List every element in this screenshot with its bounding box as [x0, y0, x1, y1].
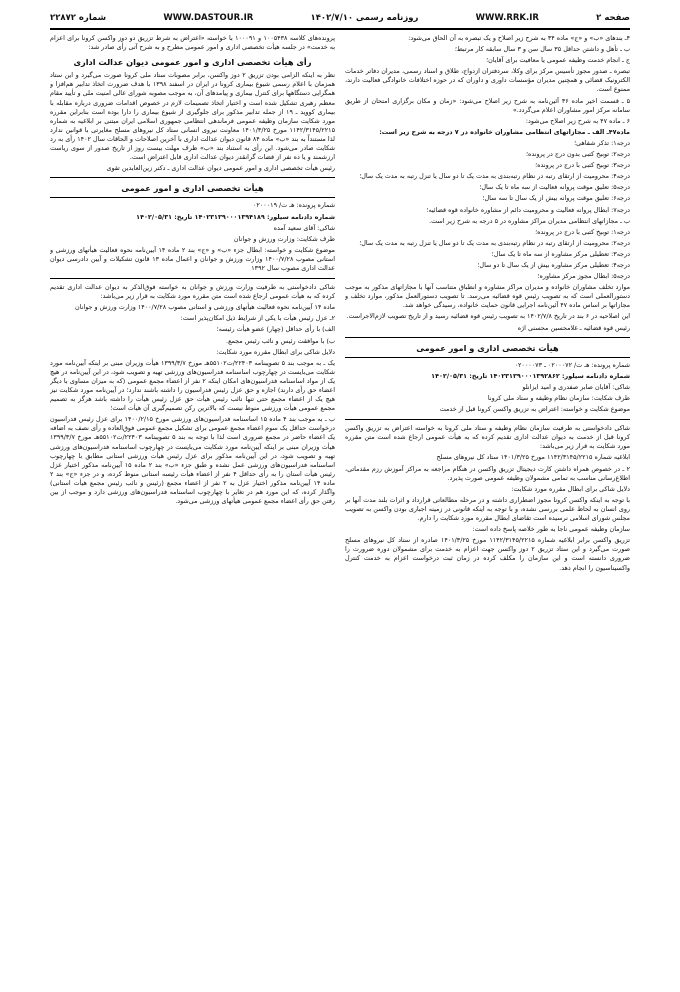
paragraph: ب ـ تأهل و داشتن حداقل ۳۵ سال سن و ۳ سال سابقه کار مرتبط؛: [454, 45, 630, 54]
paragraph: ۵ ـ قسمت اخیر ماده ۳۶ آئین‌نامه به شرح زیر اصلاح می‌شود: «زمان و مکان برگزاری امتحان از طریق سامانه مرکز امور مشاوران اعلام می‌گردد.»: [345, 96, 630, 114]
paragraph: تبصره ـ صدور مجوز تأسیس مرکز برای وکلا، سردفتران ازدواج، طلاق و اسناد رسمی، مدیران دفاتر خدمات الکترونیک قضائی و همچنین مدیران مؤسسات داوری و داوران که در حوزه اختلافات خانوادگی فعالیت دارند، ممنوع است.: [345, 67, 630, 94]
paragraph: درجه۱: تذکر شفاهی؛: [574, 138, 630, 147]
plaintiff: شاکی: آقای سعید آمده: [273, 223, 335, 232]
paragraph: دلایل شاکی برای ابطال مقرره مورد شکایت:: [511, 484, 630, 493]
issue-number: شماره ۲۲۸۷۲: [50, 13, 107, 23]
section-title: هیأت تخصصی اداری و امور عمومی: [121, 183, 264, 194]
right-column: [345, 34, 630, 974]
paragraph: ۴ـ بندهای «ب» و «ج» ماده ۳۴ به شرح زیر اصلاح و یک تبصره به آن الحاق می‌شود:: [408, 34, 630, 42]
page-header: [50, 10, 630, 26]
header-rule: [50, 28, 630, 30]
case-file-number: شماره پرونده: هـ ت/ ۰۲۰۰۰۱۹: [252, 201, 335, 210]
paragraph: درجه۴: محرومیت از ارتقای رتبه در نظام رتبه‌بندی به مدت یک تا دو سال یا تنزل رتبه به مدت یک سال؛: [359, 172, 630, 181]
paragraph: پرونده‌های کلاسه ۱۰۰۵۴۳۸ و ۱۰۰۰۹۱ با خواسته «اعتراض به شرط تزریق دو دوز واکسن کرونا برای اعزام به خدمت» در جلسه هیأت تخصصی اداری و امور عمومی مطرح و به شرح آتی رأی صادر شد:: [50, 34, 335, 52]
paragraph: درجه۵: تعلیق موقت پروانه فعالیت از سه ماه تا یک سال؛: [479, 183, 630, 192]
paragraph: یک ـ به موجب بند ۵ تصویبنامه ۲۲۴۰۳/ت۵۵۱۰۲هـ مورخ ۱۳۹۹/۳/۷ هیأت وزیران مبنی بر اینکه آیین‌نامه مورد شکایت می‌بایست در چهارچوب اساسنامه فدراسیون‌های ورزشی تهیه و تصویب شود، در این آیین‌نامه در هیچ یک از مواد اساسنامه فدراسیون‌های امکان اینکه ۲ نفر از اعضاء مجمع عمومی (که به میزان مساوی با دیگر اعضاء حق رأی دارند) اجازه و حق عزل رئیس فدراسیون را داشته باشند ندارد؛ در آیین‌نامه مورد شکایت نیز هیچ یک از اعضاء مجمع حتی تنها نائب رئیس هیأت حق عزل رئیس هیأت را داشته باشد هرگز به تصمیم مجمع عمومی هیأت ورزشی منوط نیست که بالاترین رکن تصمیم‌گیری آن هیأت است؛: [50, 358, 335, 413]
verdict-number: شماره دادنامه سیلور: ۱۴۰۲۳۱۳۹۰۰۰۱۳۹۲۸۶۲ تاریخ: ۱۴۰۲/۰۵/۳۱: [431, 371, 630, 380]
case-meta: [345, 357, 630, 420]
plaintiff: شاکی: آقایان صابر صفدری و امید ایزانلو: [522, 382, 630, 391]
gazette-title-date: روزنامه رسمی ۱۴۰۲/۷/۱۰: [310, 13, 419, 23]
paragraph: درجه۴: تعطیلی مرکز مشاوره بیش از یک سال تا دو سال؛: [477, 260, 630, 269]
paragraph: شاکی دادخواستی به طرفیت سازمان نظام وظیفه و ستاد ملی کرونا به خواسته اعتراض به تزریق واکسن کرونا قبل از خدمت به دیوان عدالت اداری تقدیم کرده که به هیأت عمومی ارجاع شده است متن مقرره مورد شکایت به قرار زیر می‌باشد:: [345, 424, 630, 451]
paragraph: ج ـ انجام خدمت وظیفه عمومی یا معافیت برای آقایان؛: [486, 56, 630, 65]
paragraph: درجه۲: توبیخ کتبی بدون درج در پرونده؛: [525, 150, 630, 159]
paragraph: ب) با موافقت رئیس و نائب رئیس مجمع.: [226, 336, 335, 345]
paragraph: درجه۳: تعطیلی مرکز مشاوره از سه ماه تا یک سال؛: [491, 249, 630, 258]
section-divider: [345, 337, 630, 338]
section-title: هیأت تخصصی اداری و امور عمومی: [416, 342, 559, 353]
defendant: طرف شکایت: وزارت ورزش و جوانان: [233, 234, 335, 243]
right-paras: [345, 34, 630, 322]
paragraph: درجه۳: توبیخ کتبی با درج در پرونده؛: [535, 161, 630, 170]
paragraph: درجه۶: تعلیق موقت پروانه بیش از یک سال تا سه سال؛: [482, 194, 630, 203]
paragraph: ب ـ مجازاتهای انتظامی مدیران مراکز مشاوره در ۵ درجه به شرح زیر است.: [429, 216, 630, 225]
paragraph: الف) با رأی حداقل (چهار) عضو هیأت رئیسه؛: [216, 325, 335, 334]
site-link-rrk[interactable]: WWW.RRK.IR: [475, 13, 539, 23]
page-number: صفحه ۲: [596, 13, 630, 23]
paragraph: درجه۷: ابطال پروانه فعالیت و محرومیت دائم از مشاوره خانواده قوه قضائیه؛: [426, 205, 630, 214]
paragraph: درجه۱: توبیخ کتبی با درج در پرونده؛: [535, 227, 630, 236]
site-link-dastour[interactable]: WWW.DASTOUR.IR: [163, 13, 254, 23]
paragraph: ۲ ـ در خصوص همراه داشتن کارت دیجیتال تزریق واکسن در هنگام مراجعه به مراکز آموزش رزم مقدماتی، اطلاع‌رسانی مناسب به تمامی مشمولان وظیفه عمومی صورت پذیرد.: [345, 464, 630, 482]
subject: موضوع شکایت و خواسته: اعتراض به تزریق واکسن کرونا قبل از خدمت: [439, 405, 630, 414]
paragraph: نظر به اینکه الزامی بودن تزریق ۲ دوز واکسن، برابر مصوبات ستاد ملی کرونا صورت می‌گیرد و این ستاد همزمان با اعلام رسمی شیوع بیماری کرونا در ایران در اسفند ۱۳۹۸ با هدف ضرورت اتخاذ تدابیر هم‌افزا و همگرایی دستگاهها برای کنترل بیماری و پیامدهای آن، به موجب مصوبه شورای عالی امنیت ملی و تأیید مقام معظم رهبری تشکیل شده است و اختیار اتخاذ تصمیمات لازم در خصوص اقدامات ضروری درباره مقابله با بیماری کووید ـ ۱۹ از جمله تدابیر مذکور برای جلوگیری از شیوع بیماری را دارا بوده است بنابراین مقرره مورد شکایت سازمان وظیفه عمومی فرماندهی انتظامی جمهوری اسلامی ایران مبتنی بر ابلاغیه به شماره ۱۱۴۲/۳۱۴۵/۲۲۱۵ مورخ ۱۴۰۱/۳/۲۵ معاونت نیروی انسانی ستاد کل نیروهای مسلح مغایرتی با قوانین ندارد لذا مستنداً به بند «ب» ماده ۸۴ قانون دیوان عدالت اداری با آخرین اصلاحات و الحاقات سال ۱۴۰۲ رأی به رد شکایت صادر می‌شود. این رأی به استناد بند «ب» ظرف مهلت بیست روز از تاریخ صدور از سوی ریاست ارزشمند و یا ده نفر از قضات گرانقدر دیوان عدالت اداری قابل اعتراض است.: [50, 71, 335, 162]
paragraph: ماده ۱۴ آیین‌نامه نحوه فعالیت هیأتهای ورزشی و استانی مصوب ۱۴۰۰/۷/۲۸ وزارت ورزش و جوانان: [75, 303, 335, 312]
paragraph: درجه۲: محرومیت از ارتقای رتبه در نظام رتبه‌بندی به مدت یک تا دو سال یا تنزل رتبه به مدت یک سال؛: [359, 238, 630, 247]
signature-line: رئیس قوه قضائیه ـ غلامحسین محسنی اژه: [517, 323, 630, 332]
paragraph: ۲ـ عزل رئیس هیأت با یکی از شرایط ذیل امکان‌پذیر است:: [180, 314, 335, 323]
paragraph: تزریق واکسن برابر ابلاغیه شماره ۱۱۴۲/۳۱۴۵/۲۲۱۵ مورخ ۱۴۰۱/۳/۲۵ صادره از ستاد کل نیروهای مسلح صورت می‌گیرد و این ستاد تزریق ۲ دوز واکسن جهت اعزام به خدمت برای مشمولان دوره ضرورت را ضروری دانسته است و این سازمان را مکلف کرده در زمان ثبت درخواست اعزام به خدمت کنترل واکسیناسیون را انجام دهد.: [345, 536, 630, 572]
case-meta: [50, 197, 335, 279]
paragraph: ۶ ـ ماده ۴۷ به شرح زیر اصلاح می‌شود:: [525, 116, 630, 125]
signature-line: رئیس هیأت تخصصی اداری و امور عمومی دیوان عدالت اداری ـ دکتر زین‌العابدین تقوی: [106, 164, 335, 173]
paragraph: ب ـ به موجب بند ۴ ماده ۱۵ اساسنامه فدراسیون‌های ورزشی مورخ ۱۴۰۰/۲/۱۵ برای عزل رئیس فدراسیون درخواست حداقل یک سوم اعضاء مجمع عمومی برای تشکیل مجمع عمومی فوق‌العاده و رأی نصف به اضافه یک اعضاء حاضر در مجمع ضروری است لذا با توجه به بند ۵ تصویبنامه ۲۲۴۰۳/ت۵۵۱۰۲هـ مورخ ۱۳۹۹/۳/۷ هیأت وزیران مبنی بر اینکه آیین‌نامه مورد شکایت می‌بایست در چهارچوب اساسنامه فدراسیون‌های ورزشی تهیه و تصویب شود، در این آیین‌نامه مذکور برای عزل رئیس هیأت ورزشی استانی مطابق با چهارچوب اساسنامه فدراسیون‌های ورزشی عمل نشده و طبق جزء «ب» بند ۲ ماده ۱۵ آیین‌نامه مذکور اختیار عزل رئیس هیأت استان را به رأی حداقل ۴ نفر از اعضاء هیأت رئیسه استانی منوط کرده، و در جزء «ج» بند ۲ ماده ۱۴ آیین‌نامه مذکور اختیار عزل به ۲ نفر از اعضاء مجمع (رئیس و نائب رئیس مجمع هیأت استانی) واگذار کرده، که این مورد هم در تغایر با چهارچوب اساسنامه فدراسیون‌های ورزشی دارد و موجب از بین رفتن حق رأی اعضاء مجمع عمومی هیأتهای ورزشی می‌شود.: [50, 415, 335, 506]
section-title: رأی هیأت تخصصی اداری و امور عمومی دیوان عدالت اداری: [73, 57, 312, 68]
defendant: طرف شکایت: سازمان نظام وظیفه و ستاد ملی کرونا: [487, 394, 630, 402]
paragraph: ابلاغیه شماره ۱۱۴۲/۳۱۴۵/۲۲۱۵ مورخ ۱۴۰۱/۳/۲۵ ستاد کل نیروهای مسلح: [436, 453, 630, 462]
columns: [50, 34, 630, 974]
paragraph: درجه۵: ابطال مجوز مرکز مشاوره؛: [537, 272, 630, 281]
case-file-number: شماره پرونده: هـ ت/ ۰۲۰۰۰۷۲ ـ ۰۲۰۰۰۰۷۳: [514, 360, 630, 369]
paragraph: شاکی دادخواستی به طرفیت وزارت ورزش و جوانان به خواسته فوق‌الذکر به دیوان عدالت اداری تقدیم کرده که به هیأت عمومی ارجاع شده است متن مقرره مورد شکایت به قرار زیر می‌باشد:: [50, 283, 335, 301]
left-column: [50, 34, 335, 974]
paragraph: با توجه به اینکه واکسن کرونا مجوز اضطراری داشته و در مرحله مطالعاتی قرارداد و اثرات بلند مدت آنها بر روی انسان به لحاظ علمی بررسی نشده، و با توجه به اینکه قانونی در زمینه اجباری بودن واکسن به تصویب مجلس شورای اسلامی نرسیده است تقاضای ابطال مقرره مورد شکایت را دارم.: [345, 495, 630, 523]
verdict-number: شماره دادنامه سیلور: ۱۴۰۲۳۱۳۹۰۰۰۱۳۹۴۱۸۹ تاریخ: ۱۴۰۲/۰۵/۳۱: [136, 212, 335, 221]
paragraph: دلایل شاکی برای ابطال مقرره مورد شکایت:: [216, 347, 335, 356]
paragraph: سازمان وظیفه عمومی ناجا به طور خلاصه پاسخ داده است:: [472, 525, 630, 534]
section-divider: [50, 177, 335, 178]
paragraph: این اصلاحیه در ۶ بند در تاریخ ۱۴۰۲/۷/۸ به تصویب رئیس قوه قضائیه رسید و از تاریخ تصویب لازم‌الاجراست.: [346, 312, 630, 321]
subject: موضوع شکایت و خواسته: ابطال جزء «ب» و «ج» بند ۲ ماده ۱۴ آیین‌نامه نحوه فعالیت هیأتهای ورزشی و استانی مصوب ۱۴۰۰/۷/۲۸ وزارت ورزش و جوانان و اعمال ماده ۱۳ قانون تشکیلات و آیین دادرسی دیوان عدالت اداری مصوب سال ۱۳۹۲: [50, 245, 335, 272]
paragraph: ماده۴۷ـ الف ـ مجازاتهای انتظامی مشاوران خانواده در ۷ درجه به شرح زیر است:: [379, 127, 630, 136]
paragraph: موارد تخلف مشاوران خانواده و مدیران مراکز مشاوره و انطباق متناسب آنها با مجازاتهای مذکور به موجب دستورالعملی است که به تصویب رئیس قوه قضائیه می‌رسد. تا تصویب دستورالعمل مذکور، موارد تخلف و مجازاتها بر اساس ماده ۴۷ آئین‌نامه اجرایی قانون حمایت خانواده، رسیدگی خواهد شد.: [345, 283, 630, 310]
